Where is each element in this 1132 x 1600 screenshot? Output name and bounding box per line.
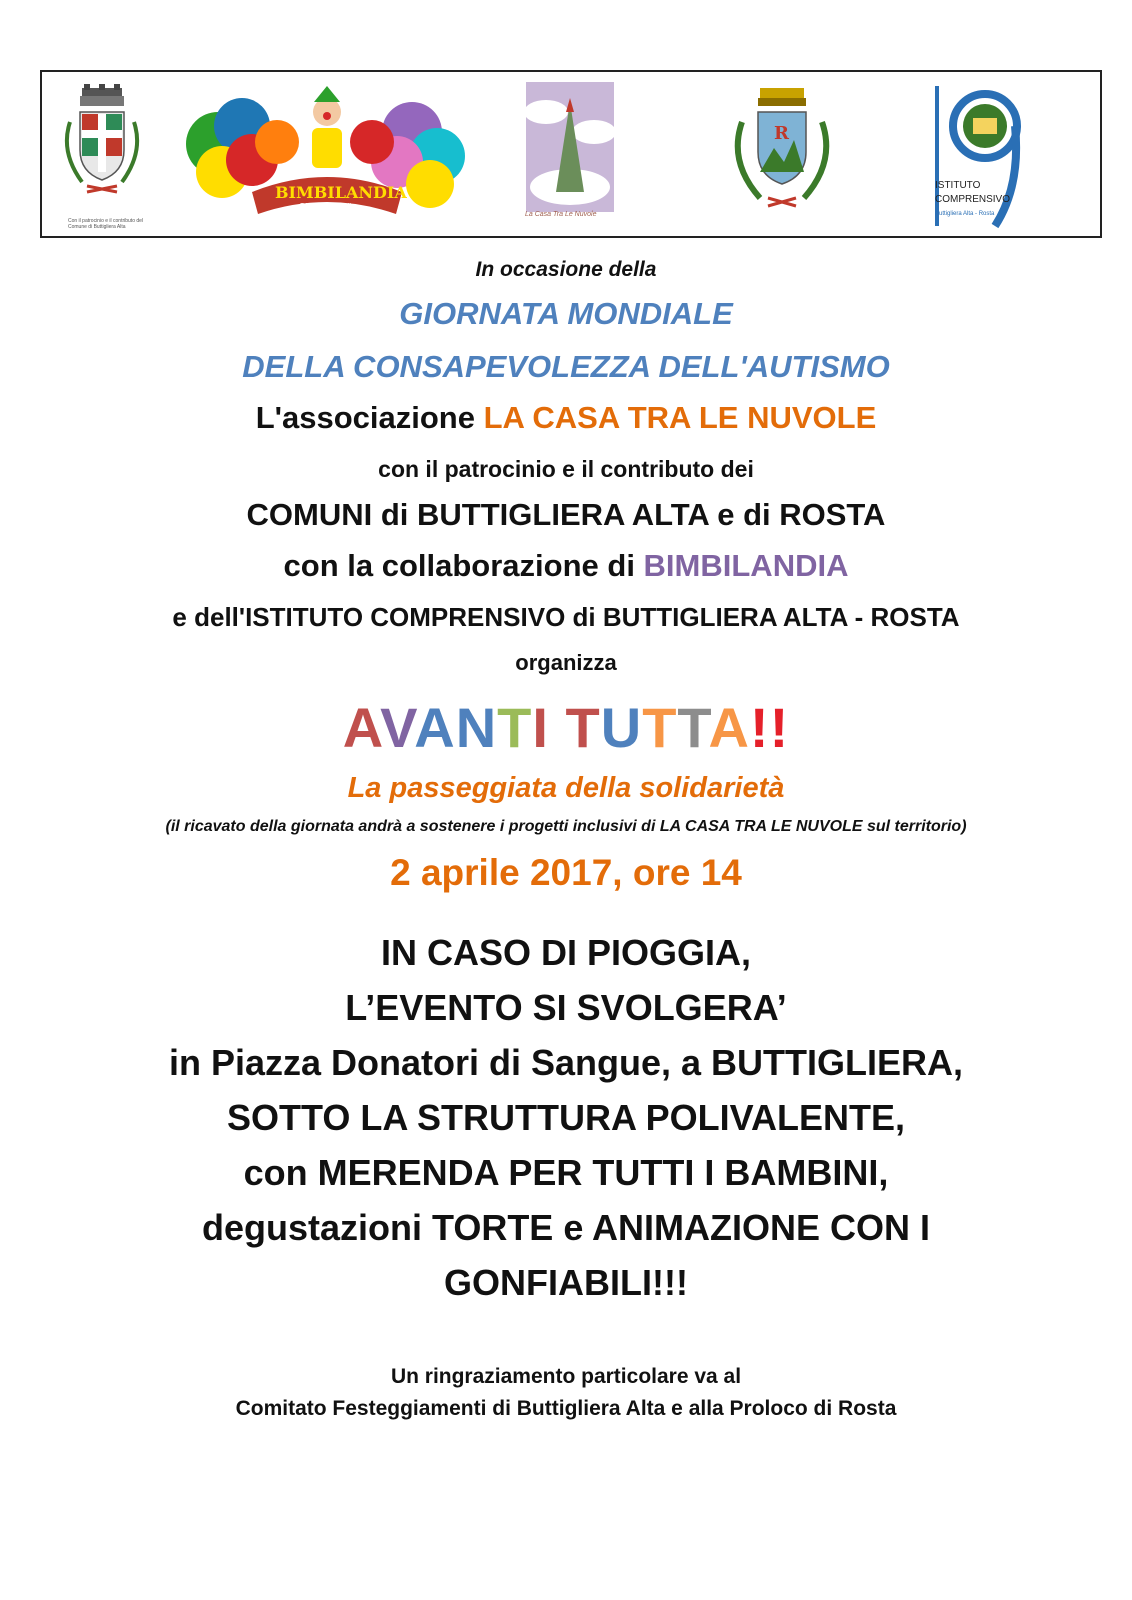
rain-line-2: L’EVENTO SI SVOLGERA’ — [345, 987, 787, 1028]
rain-line-4: SOTTO LA STRUTTURA POLIVALENTE, — [227, 1097, 905, 1138]
thanks-line-2: Comitato Festeggiamenti di Buttigliera Alta e alla Proloco di Rosta — [235, 1397, 897, 1420]
headline-letter: T — [497, 696, 533, 759]
buttigliera-coat-of-arms-icon — [52, 82, 152, 227]
headline-letter: T — [565, 696, 601, 759]
collab-name: BIMBILANDIA — [643, 548, 849, 583]
rosta-coat-letter: R — [774, 123, 789, 144]
logo-strip — [40, 70, 1102, 238]
istituto-label-2: COMPRENSIVO — [935, 194, 1011, 205]
comuni-text: COMUNI di BUTTIGLIERA ALTA e di ROSTA — [246, 497, 886, 532]
rain-line-6: degustazioni TORTE e ANIMAZIONE CON I — [201, 1207, 931, 1248]
headline-letter: T — [642, 696, 678, 759]
headline-letter — [549, 696, 566, 759]
headline-letter: V — [380, 696, 415, 759]
rain-line-1: IN CASO DI PIOGGIA, — [380, 932, 752, 973]
association-line — [0, 400, 1132, 436]
proceeds-note: (il ricavato della giornata andrà a sostenere i progetti inclusivi di LA CASA TRA LE NUVOLE sul territorio) — [165, 818, 967, 835]
event-title-line-2: DELLA CONSAPEVOLEZZA DELL'AUTISMO — [242, 349, 890, 384]
headline-letter: A — [414, 696, 456, 759]
istituto-text: e dell'ISTITUTO COMPRENSIVO di BUTTIGLIERA ALTA - ROSTA — [172, 602, 960, 632]
casa-caption: La Casa Tra Le Nuvole — [525, 211, 597, 218]
bimbilandia-banner-text: BIMBILANDIA — [275, 183, 407, 202]
headline-letter: N — [455, 696, 498, 759]
rain-line-7: GONFIABILI!!! — [444, 1262, 688, 1303]
istituto-comprensivo-logo — [927, 80, 1037, 230]
association-prefix: L'associazione — [255, 400, 484, 435]
event-title-line-1: GIORNATA MONDIALE — [399, 296, 733, 331]
rosta-coat-of-arms-icon — [720, 82, 845, 232]
istituto-label-3: Buttigliera Alta - Rosta — [935, 211, 995, 217]
association-name: LA CASA TRA LE NUVOLE — [483, 400, 877, 435]
headline-letter: ! — [749, 696, 770, 759]
intro-text: In occasione della — [475, 258, 657, 281]
istituto-label-1: ISTITUTO — [935, 180, 981, 191]
bimbilandia-sub-text: PARCO GIOCHI — [300, 203, 352, 210]
collab-prefix: con la collaborazione di — [283, 548, 644, 583]
thanks-line-1: Un ringraziamento particolare va al — [390, 1365, 742, 1388]
headline-letter: U — [600, 696, 643, 759]
casa-tra-le-nuvole-logo — [526, 82, 614, 222]
subtitle-text: La passeggiata della solidarietà — [347, 772, 785, 804]
headline-letter: I — [532, 696, 549, 759]
patronage-text: con il patrocinio e il contributo dei — [378, 456, 754, 482]
headline-letter: A — [342, 696, 381, 759]
headline-letter: ! — [769, 696, 790, 759]
rain-line-3: in Piazza Donatori di Sangue, a BUTTIGLIERA, — [168, 1042, 964, 1083]
headline-letter: T — [677, 696, 709, 759]
rain-line-5: con MERENDA PER TUTTI I BAMBINI, — [243, 1152, 889, 1193]
headline-avanti-tutta — [0, 696, 1132, 760]
organizza-text: organizza — [515, 650, 617, 675]
headline-letter: A — [708, 696, 750, 759]
event-date: 2 aprile 2017, ore 14 — [390, 852, 742, 893]
collaboration-line — [0, 548, 1132, 584]
coat1-caption: Con il patrocinio e il contributo del Comune di Buttigliera Alta — [68, 218, 144, 230]
